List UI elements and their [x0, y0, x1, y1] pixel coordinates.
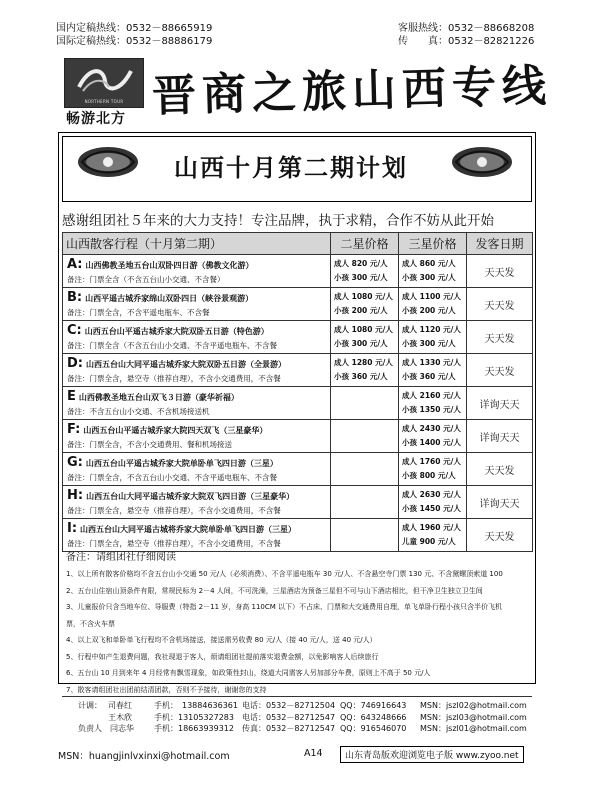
- route-cell: [63, 255, 331, 288]
- three-star-price: 成人 2630 元/人: [402, 490, 461, 499]
- route-name-line: [67, 323, 326, 339]
- table-row: [63, 387, 533, 420]
- route-cell: [63, 387, 331, 420]
- route-name-line: [67, 257, 326, 273]
- contact-msn: MSN：jszl01@hotmail.com: [420, 724, 527, 733]
- footer-website: 山东青岛版欢迎浏览电子版 www.zyoo.net: [340, 746, 524, 763]
- route-name-line: [67, 356, 326, 372]
- route-letter: G:: [67, 454, 83, 470]
- two-star-price-cell: [331, 453, 399, 486]
- contact-qq: QQ：916546070: [340, 724, 407, 733]
- route-name-line: [67, 455, 326, 471]
- two-star-price-cell: [331, 519, 399, 552]
- logo-cn-text: 畅游北方: [66, 111, 126, 127]
- route-cell: [63, 519, 331, 552]
- departure-date: 详询天天: [467, 420, 533, 453]
- dragon-emblem-icon: [76, 142, 140, 182]
- notes-title: 备注：请组团社仔细阅读: [66, 552, 176, 563]
- route-letter: E: [67, 388, 76, 404]
- two-star-price-cell: [331, 420, 399, 453]
- service-hotlines: [398, 22, 534, 48]
- contact-qq: QQ：746916643: [340, 701, 407, 710]
- table-row: [63, 321, 533, 354]
- route-cell: [63, 288, 331, 321]
- table-row: [63, 486, 533, 519]
- three-star-price: 成人 1100 元/人: [402, 292, 461, 301]
- route-letter: A:: [67, 256, 83, 272]
- table-row: [63, 255, 533, 288]
- route-name: 山西五台山平遥古城乔家大院四天双飞（三星豪华）: [83, 425, 268, 435]
- route-name: 山西五台山大同平遥古城乔家大院双卧五日游（全景游）: [86, 359, 286, 369]
- contact-mobile: 手机：18663939312: [154, 724, 234, 733]
- note-item: 7、散客请组团社出团前结清团款，否则不予接待，谢谢您的支持: [66, 685, 267, 694]
- two-star-price: 小孩 200 元/人: [334, 306, 388, 315]
- route-note: 备注：不含五台山小交通、不含机场接送机: [67, 406, 210, 416]
- plan-title: 山西十月第二期计划: [174, 154, 408, 182]
- route-note: 备注：门票全含，不含小交通费用、餐和机场接送: [67, 439, 232, 449]
- two-star-price-cell: [331, 354, 399, 387]
- banner-title: 晋商之旅山西专线: [151, 60, 553, 122]
- two-star-price: 小孩 300 元/人: [334, 273, 388, 282]
- route-letter: F:: [67, 421, 81, 437]
- two-star-price: 小孩 300 元/人: [334, 339, 388, 348]
- contact-phone: 电话：0532－82712547: [242, 712, 336, 722]
- route-cell: [63, 354, 331, 387]
- route-name: 山西五台山大同平遥古城将乔家大院单卧单飞四日游（三星）: [80, 524, 297, 534]
- three-star-price-cell: [399, 288, 467, 321]
- contact-name: 王木欣: [108, 712, 132, 722]
- contact-row: [78, 723, 538, 735]
- footer-msn: MSN：huangjinlvxinxi@hotmail.com: [58, 751, 230, 762]
- col-header-three-star: 三星价格: [399, 233, 467, 255]
- three-star-price-cell: [399, 519, 467, 552]
- route-note: 备注：门票全含（不含五台山小交通、不含平遥电瓶车、不含餐: [67, 340, 277, 350]
- three-star-price: 小孩 360 元/人: [402, 372, 456, 381]
- contact-msn: MSN：jszl02@hotmail.com: [420, 701, 527, 710]
- notes-list: [66, 566, 528, 698]
- table-row: [63, 519, 533, 552]
- note-item: 5、行程中如产生退费问题，我社现退于客人，烦请组团社提前落实退费金额，以免影响客人后续旅行: [66, 652, 379, 661]
- two-star-price: 成人 1080 元/人: [334, 292, 393, 301]
- col-header-date: 发客日期: [467, 233, 533, 255]
- note-item: 1、以上所有散客价格均不含五台山小交通 50 元/人（必须消费）、不含平遥电瓶车 30 元/人、不含悬空寺门票 130 元、不含黛螺顶索道 100: [66, 570, 503, 578]
- departure-date: 天天发: [467, 354, 533, 387]
- route-name: 山西五台山平遥古城乔家大院单卧单飞四日游（三星）: [85, 458, 278, 468]
- three-star-price-cell: [399, 354, 467, 387]
- contact-name: 负责人 闫志华: [78, 724, 134, 733]
- contact-fax: 传真：0532－82712547: [242, 724, 336, 733]
- two-star-price: 成人 820 元/人: [334, 259, 388, 268]
- two-star-price-cell: [331, 288, 399, 321]
- three-star-price: 小孩 800 元/人: [402, 471, 456, 480]
- route-name: 山西佛教圣地五台山双飞３日游（豪华祈福）: [78, 392, 239, 402]
- route-letter: H:: [67, 487, 84, 503]
- contact-qq: QQ：643248666: [340, 712, 407, 722]
- three-star-price: 成人 2160 元/人: [402, 391, 461, 400]
- logo-en-text: NORTHERN TOUR: [84, 99, 124, 104]
- table-row: [63, 288, 533, 321]
- three-star-price: 小孩 1350 元/人: [402, 405, 461, 414]
- route-cell: [63, 453, 331, 486]
- three-star-price: 小孩 1400 元/人: [402, 438, 461, 447]
- route-letter: D:: [67, 355, 83, 371]
- route-name-line: [67, 389, 326, 405]
- three-star-price: 小孩 300 元/人: [402, 273, 456, 282]
- route-letter: C:: [67, 322, 82, 338]
- route-note: 备注：门票全含，不含平遥电瓶车、不含餐: [67, 307, 210, 317]
- route-name-line: [67, 422, 326, 438]
- contact-row: [78, 712, 538, 724]
- three-star-price-cell: [399, 255, 467, 288]
- route-price-table: [62, 232, 533, 552]
- three-star-price: 成人 1960 元/人: [402, 523, 461, 532]
- note-item: 3、儿童报价只含当地车位、导服费（特指 2－11 岁，身高 110CM 以下）不占床、门票和大交通费用自理，单飞单卧行程小孩只含半价飞机: [66, 603, 503, 611]
- route-letter: B:: [67, 289, 83, 305]
- section-divider: [62, 696, 532, 697]
- contact-mobile: 手机： 13884636361: [154, 701, 238, 710]
- departure-date: 详询天天: [467, 387, 533, 420]
- route-name: 山西五台山平遥古城乔家大院双卧五日游（特色游）: [84, 326, 269, 336]
- three-star-price-cell: [399, 321, 467, 354]
- note-item: 票，不含火车票: [66, 619, 115, 628]
- three-star-price: 成人 1760 元/人: [402, 457, 461, 466]
- col-header-two-star: 二星价格: [331, 233, 399, 255]
- route-name: 山西五台山大同平遥古城乔家大院双飞四日游（三星豪华）: [86, 491, 295, 501]
- three-star-price: 小孩 200 元/人: [402, 306, 456, 315]
- table-row: [63, 453, 533, 486]
- route-name-line: [67, 521, 326, 537]
- route-cell: [63, 420, 331, 453]
- three-star-price: 小孩 300 元/人: [402, 339, 456, 348]
- contact-row: [78, 700, 538, 712]
- route-name: 山西平遥古城乔家绵山双卧四日（峡谷景观游）: [85, 293, 254, 303]
- route-note: 备注：门票全含（不含五台山小交通、不含餐）: [67, 274, 225, 284]
- three-star-price: 成人 2430 元/人: [402, 424, 461, 433]
- three-star-price: 成人 860 元/人: [402, 259, 456, 268]
- service-hotline: 客服热线：0532－88668208: [398, 23, 535, 34]
- three-star-price: 小孩 1450 元/人: [402, 504, 461, 513]
- table-row: [63, 354, 533, 387]
- three-star-price-cell: [399, 453, 467, 486]
- departure-date: 天天发: [467, 519, 533, 552]
- departure-date: 天天发: [467, 255, 533, 288]
- dragon-emblem-icon: [450, 142, 514, 182]
- domestic-hotlines: [56, 22, 212, 48]
- route-note: 备注：门票全含，悬空寺（推荐自理），不含小交通费用，不含餐: [67, 373, 281, 383]
- departure-date: 天天发: [467, 453, 533, 486]
- logo-swirl-icon: [75, 65, 135, 95]
- col-header-route: 山西散客行程（十月第二期）: [63, 233, 331, 255]
- two-star-price: 成人 1080 元/人: [334, 325, 393, 334]
- two-star-price-cell: [331, 321, 399, 354]
- contact-phone: 电话：0532－82712504: [242, 701, 336, 710]
- three-star-price: 成人 1330 元/人: [402, 358, 461, 367]
- departure-date: 详询天天: [467, 486, 533, 519]
- three-star-price: 儿童 900 元/人: [402, 537, 456, 546]
- domestic-hotline: 国内定稿热线：0532－88665919: [56, 23, 213, 34]
- three-star-price-cell: [399, 420, 467, 453]
- contact-msn: MSN：jszl03@hotmail.com: [420, 712, 527, 722]
- route-cell: [63, 321, 331, 354]
- two-star-price-cell: [331, 255, 399, 288]
- note-item: 4、以上双飞和单卧单飞行程均不含机场接送，接送需另收费 80 元/人（接 40 元/人，送 40 元/人）: [66, 636, 377, 644]
- two-star-price: 成人 1280 元/人: [334, 358, 393, 367]
- route-note: 备注：门票全含，悬空寺（推荐自理），不含小交通费用，不含餐: [67, 505, 281, 515]
- departure-date: 天天发: [467, 288, 533, 321]
- route-letter: I:: [67, 520, 78, 536]
- contact-name: 司春红: [108, 701, 132, 710]
- departure-date: 天天发: [467, 321, 533, 354]
- two-star-price-cell: [331, 486, 399, 519]
- notes-section: [66, 548, 528, 698]
- contacts-section: [78, 700, 538, 735]
- route-name-line: [67, 290, 326, 306]
- thanks-slogan: 感谢组团社５年来的大力支持！专注品牌，执于求精，合作不妨从此开始: [62, 213, 494, 229]
- contact-mobile: 手机：13105327283: [154, 712, 234, 722]
- northern-tour-logo: [64, 58, 144, 108]
- three-star-price: 成人 1120 元/人: [402, 325, 461, 334]
- two-star-price: 小孩 360 元/人: [334, 372, 388, 381]
- route-note: 备注：门票全含，不含五台山小交通、不含平遥电瓶车、不含餐: [67, 472, 277, 482]
- page-footer: [58, 746, 538, 762]
- note-item: 2、五台山住宿山顶条件有限，常规民标为 2－4 人间，不可洗澡，三星酒店为预备三星但不可与山下酒店相比，但干净卫生独立卫生间: [66, 586, 483, 595]
- contacts-label: 计调：: [78, 701, 102, 710]
- table-row: [63, 420, 533, 453]
- page-number: A14: [304, 748, 323, 759]
- route-cell: [63, 486, 331, 519]
- route-name: 山西佛教圣地五台山双卧四日游（佛教文化游）: [85, 260, 254, 270]
- two-star-price-cell: [331, 387, 399, 420]
- international-hotline: 国际定稿热线：0532－88886179: [56, 36, 213, 47]
- three-star-price-cell: [399, 486, 467, 519]
- route-name-line: [67, 488, 326, 504]
- route-note: 备注：门票全含，悬空寺（推荐自理），不含小交通费用，不含餐: [67, 538, 281, 548]
- fax-number: 传 真：0532－82821226: [398, 36, 535, 47]
- three-star-price-cell: [399, 387, 467, 420]
- table-header-row: [63, 233, 533, 255]
- note-item: 6、五台山 10 月到来年 4 月经常有飘雪现象，如政策性封山，绕道大同需客人另加部分车费，原则上不高于 50 元/人: [66, 669, 431, 677]
